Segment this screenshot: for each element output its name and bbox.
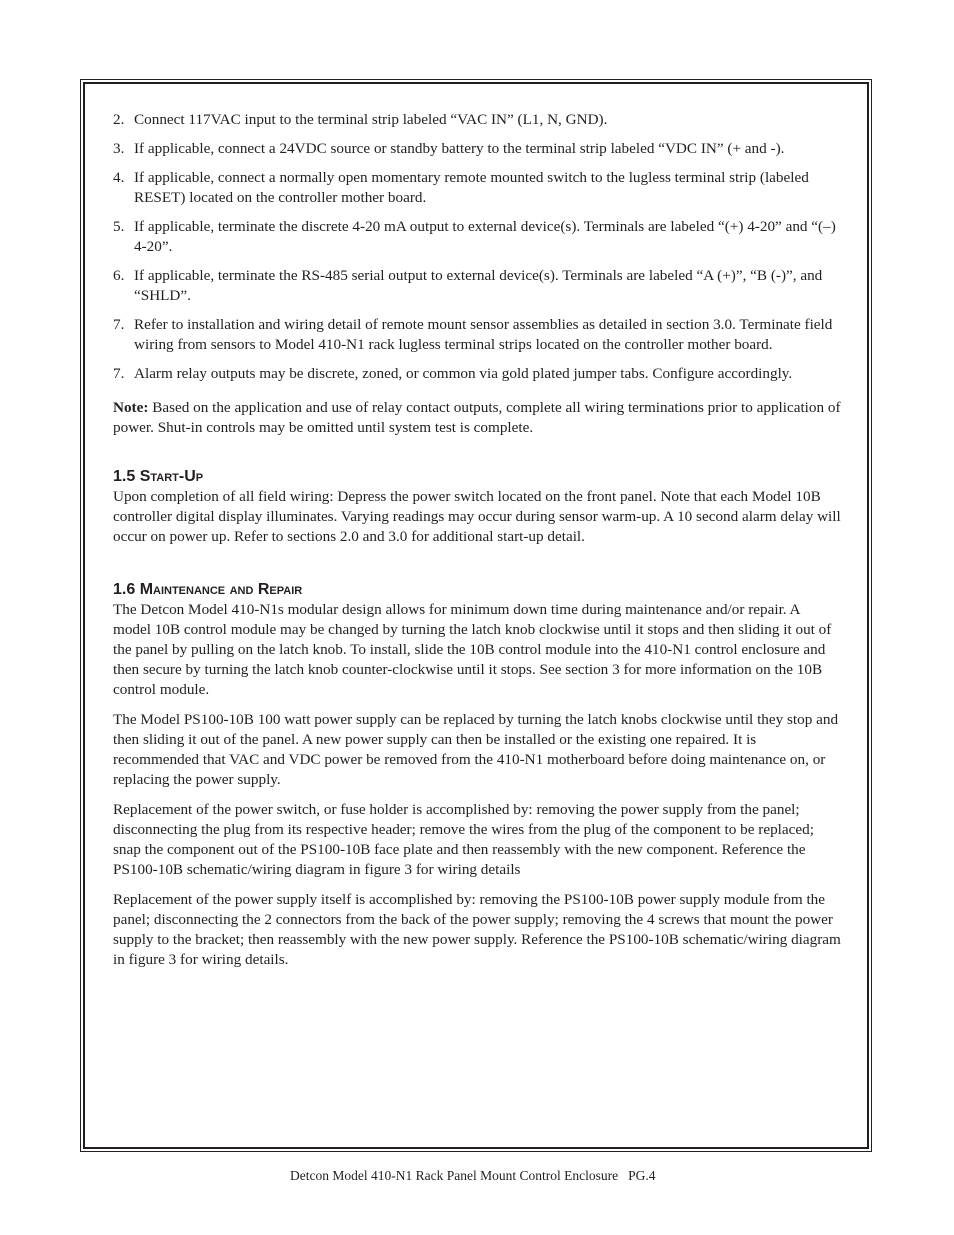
list-item-text: Alarm relay outputs may be discrete, zoned, or common via gold plated jumper tabs. Configure accordingly. xyxy=(134,365,793,382)
section-heading-start-up: 1.5 Start-Up xyxy=(113,468,204,485)
list-item xyxy=(113,168,841,208)
wiring-steps-list xyxy=(113,110,841,384)
list-item xyxy=(113,364,841,384)
list-item xyxy=(113,266,841,306)
footer-title: Detcon Model 410-N1 Rack Panel Mount Control Enclosure xyxy=(290,1168,619,1183)
page-number: PG.4 xyxy=(628,1168,656,1183)
maintenance-paragraph: Replacement of the power switch, or fuse holder is accomplished by: removing the power supply from the panel; disconnecting the plug from its respective header; remove the wires from the plug of the component to be replaced; snap the component out of the PS100-10B face plate and then reassembly with the new component. Reference the PS100-10B schematic/wiring diagram in figure 3 for wiring details xyxy=(113,801,814,878)
list-item-text: If applicable, terminate the RS-485 serial output to external device(s). Terminals are labeled “A (+)”, “B (-)”, and “SHLD”. xyxy=(134,267,823,304)
list-item-number: 7. xyxy=(113,316,125,333)
list-item-number: 4. xyxy=(113,169,125,186)
note-paragraph xyxy=(113,398,841,438)
list-item xyxy=(113,315,841,355)
page-content xyxy=(113,110,841,980)
list-item-text: If applicable, connect a 24VDC source or standby battery to the terminal strip labeled “VDC IN” (+ and -). xyxy=(134,140,785,157)
list-item-number: 5. xyxy=(113,218,125,235)
list-item-text: Connect 117VAC input to the terminal strip labeled “VAC IN” (L1, N, GND). xyxy=(134,111,608,128)
section-heading-maintenance: 1.6 Maintenance and Repair xyxy=(113,581,303,598)
maintenance-paragraph: The Detcon Model 410-N1s modular design allows for minimum down time during maintenance and/or repair. A model 10B control module may be changed by turning the latch knob clockwise until it stops and then sliding it out of the panel by pulling on the latch knob. To install, slide the 10B control module into the 410-N1 control enclosure and then secure by turning the latch knob counter-clockwise until it stops. See section 3 for more information on the 10B control module. xyxy=(113,601,832,698)
list-item-text: Refer to installation and wiring detail of remote mount sensor assemblies as detailed in section 3.0. Terminate field wiring from sensors to Model 410-N1 rack lugless terminal strips located on the controller mother board. xyxy=(134,316,833,353)
start-up-paragraph: Upon completion of all field wiring: Depress the power switch located on the front panel. Note that each Model 10B controller digital display illuminates. Varying readings may occur during sensor warm-up. A 10 second alarm delay will occur on power up. Refer to sections 2.0 and 3.0 for additional start-up detail. xyxy=(113,488,841,545)
maintenance-paragraph: Replacement of the power supply itself is accomplished by: removing the PS100-10B power supply module from the panel; disconnecting the 2 connectors from the back of the power supply; removing the 4 screws that mount the power supply to the bracket; then reassembly with the new power supply. Reference the PS100-10B schematic/wiring diagram in figure 3 for wiring details. xyxy=(113,891,841,968)
list-item-text: If applicable, connect a normally open momentary remote mounted switch to the lugless terminal strip (labeled RESET) located on the controller mother board. xyxy=(134,169,809,206)
list-item xyxy=(113,110,841,130)
list-item-number: 2. xyxy=(113,111,125,128)
note-label: Note: xyxy=(113,399,149,416)
maintenance-paragraph: The Model PS100-10B 100 watt power supply can be replaced by turning the latch knobs clockwise until they stop and then sliding it out of the panel. A new power supply can then be installed or the existing one repaired. It is recommended that VAC and VDC power be removed from the 410-N1 motherboard before doing maintenance on, or replacing the power supply. xyxy=(113,711,839,788)
list-item-number: 6. xyxy=(113,267,125,284)
list-item-text: If applicable, terminate the discrete 4-20 mA output to external device(s). Terminals are labeled “(+) 4-20” and “(–) 4-20”. xyxy=(134,218,836,255)
list-item-number: 3. xyxy=(113,140,125,157)
list-item xyxy=(113,217,841,257)
page-footer xyxy=(290,1167,690,1185)
list-item-number: 7. xyxy=(113,365,125,382)
note-text: Based on the application and use of relay contact outputs, complete all wiring terminations prior to application of power. Shut-in controls may be omitted until system test is complete. xyxy=(113,399,841,436)
list-item xyxy=(113,139,841,159)
